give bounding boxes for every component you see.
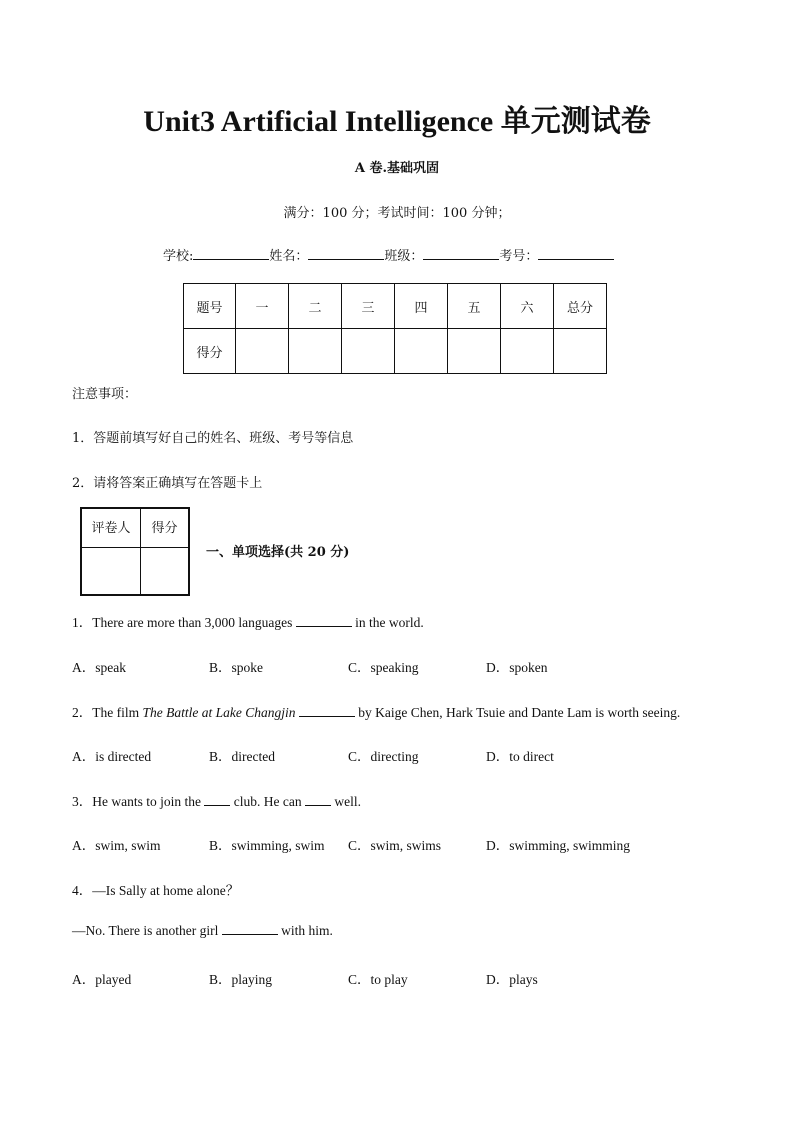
option-b[interactable]: B．directed bbox=[209, 749, 275, 764]
score-header-cell: 题号 bbox=[184, 284, 236, 329]
id-blank[interactable] bbox=[538, 247, 614, 260]
option-b[interactable]: B．spoke bbox=[209, 660, 263, 675]
option-a[interactable]: A．is directed bbox=[72, 749, 152, 764]
question-4: 4．—Is Sally at home alone？ bbox=[72, 883, 240, 898]
answer-blank[interactable] bbox=[222, 923, 278, 935]
option-d[interactable]: D．plays bbox=[486, 972, 538, 987]
section-title: 一、单项选择(共 20 分) bbox=[206, 545, 350, 560]
question-4-reply bbox=[72, 923, 333, 939]
question-text: club. He can bbox=[230, 794, 305, 809]
question-text: —No. There is another girl bbox=[72, 923, 222, 938]
grader-label: 评卷人 bbox=[81, 508, 141, 548]
grader-score-label: 得分 bbox=[141, 508, 190, 548]
option-d[interactable]: D．to direct bbox=[486, 749, 554, 764]
score-cell[interactable] bbox=[501, 329, 554, 374]
id-label: 考号： bbox=[499, 249, 539, 264]
grader-table bbox=[80, 507, 190, 596]
question-1 bbox=[72, 611, 424, 631]
option-c[interactable]: C．to play bbox=[348, 972, 408, 987]
answer-blank[interactable] bbox=[305, 794, 331, 806]
options-1 bbox=[72, 656, 712, 675]
answer-blank[interactable] bbox=[204, 794, 230, 806]
score-table-score-row bbox=[184, 329, 607, 374]
grader-score-cell[interactable] bbox=[141, 548, 190, 596]
question-text: 3．He wants to join the bbox=[72, 794, 205, 809]
score-table-header-row bbox=[184, 284, 607, 329]
score-cell[interactable] bbox=[289, 329, 342, 374]
options-4 bbox=[72, 968, 712, 987]
class-blank[interactable] bbox=[423, 247, 499, 260]
film-title: The Battle at Lake Changjin bbox=[142, 705, 296, 720]
question-text: well. bbox=[330, 794, 361, 809]
question-text: in the world. bbox=[351, 615, 424, 630]
score-cell[interactable] bbox=[448, 329, 501, 374]
student-info-line bbox=[163, 245, 614, 264]
class-label: 班级： bbox=[384, 249, 424, 264]
option-a[interactable]: A．swim, swim bbox=[72, 838, 161, 853]
option-b[interactable]: B．playing bbox=[209, 972, 272, 987]
option-b[interactable]: B．swimming, swim bbox=[209, 838, 325, 853]
page-title: Unit3 Artificial Intelligence 单元测试卷 bbox=[143, 105, 651, 138]
option-c[interactable]: C．directing bbox=[348, 749, 419, 764]
name-blank[interactable] bbox=[308, 247, 384, 260]
score-header-cell: 三 bbox=[342, 284, 395, 329]
score-header-cell: 五 bbox=[448, 284, 501, 329]
score-header-cell: 一 bbox=[236, 284, 289, 329]
school-label: 学校: bbox=[163, 249, 194, 264]
exam-meta: 满分：100 分；考试时间：100 分钟； bbox=[283, 206, 511, 221]
question-3 bbox=[72, 790, 361, 810]
paper-subtitle: A 卷.基础巩固 bbox=[354, 161, 440, 176]
score-header-cell: 二 bbox=[289, 284, 342, 329]
score-row-label: 得分 bbox=[184, 329, 236, 374]
name-label: 姓名： bbox=[269, 249, 309, 264]
option-d[interactable]: D．swimming, swimming bbox=[486, 838, 631, 853]
score-cell[interactable] bbox=[236, 329, 289, 374]
answer-blank[interactable] bbox=[299, 705, 355, 717]
school-blank[interactable] bbox=[193, 247, 269, 260]
answer-blank[interactable] bbox=[296, 615, 352, 627]
option-a[interactable]: A．played bbox=[72, 972, 132, 987]
grader-name-cell[interactable] bbox=[81, 548, 141, 596]
question-text: by Kaige Chen, Hark Tsuie and Dante Lam is worth seeing. bbox=[354, 705, 681, 720]
notes-heading: 注意事项： bbox=[72, 387, 138, 402]
score-header-cell: 六 bbox=[501, 284, 554, 329]
question-text: 1．There are more than 3,000 languages bbox=[72, 615, 296, 630]
score-cell[interactable] bbox=[342, 329, 395, 374]
note-item: 2．请将答案正确填写在答题卡上 bbox=[72, 476, 263, 491]
question-text: with him. bbox=[277, 923, 333, 938]
option-c[interactable]: C．swim, swims bbox=[348, 838, 442, 853]
options-2 bbox=[72, 745, 712, 764]
option-d[interactable]: D．spoken bbox=[486, 660, 548, 675]
score-table bbox=[183, 283, 607, 374]
question-2 bbox=[72, 701, 680, 721]
question-text: 2．The film bbox=[72, 705, 143, 720]
options-3 bbox=[72, 834, 712, 853]
option-c[interactable]: C．speaking bbox=[348, 660, 419, 675]
note-item: 1．答题前填写好自己的姓名、班级、考号等信息 bbox=[72, 431, 354, 446]
score-header-cell: 总分 bbox=[554, 284, 607, 329]
option-a[interactable]: A．speak bbox=[72, 660, 126, 675]
score-header-cell: 四 bbox=[395, 284, 448, 329]
score-cell[interactable] bbox=[554, 329, 607, 374]
score-cell[interactable] bbox=[395, 329, 448, 374]
